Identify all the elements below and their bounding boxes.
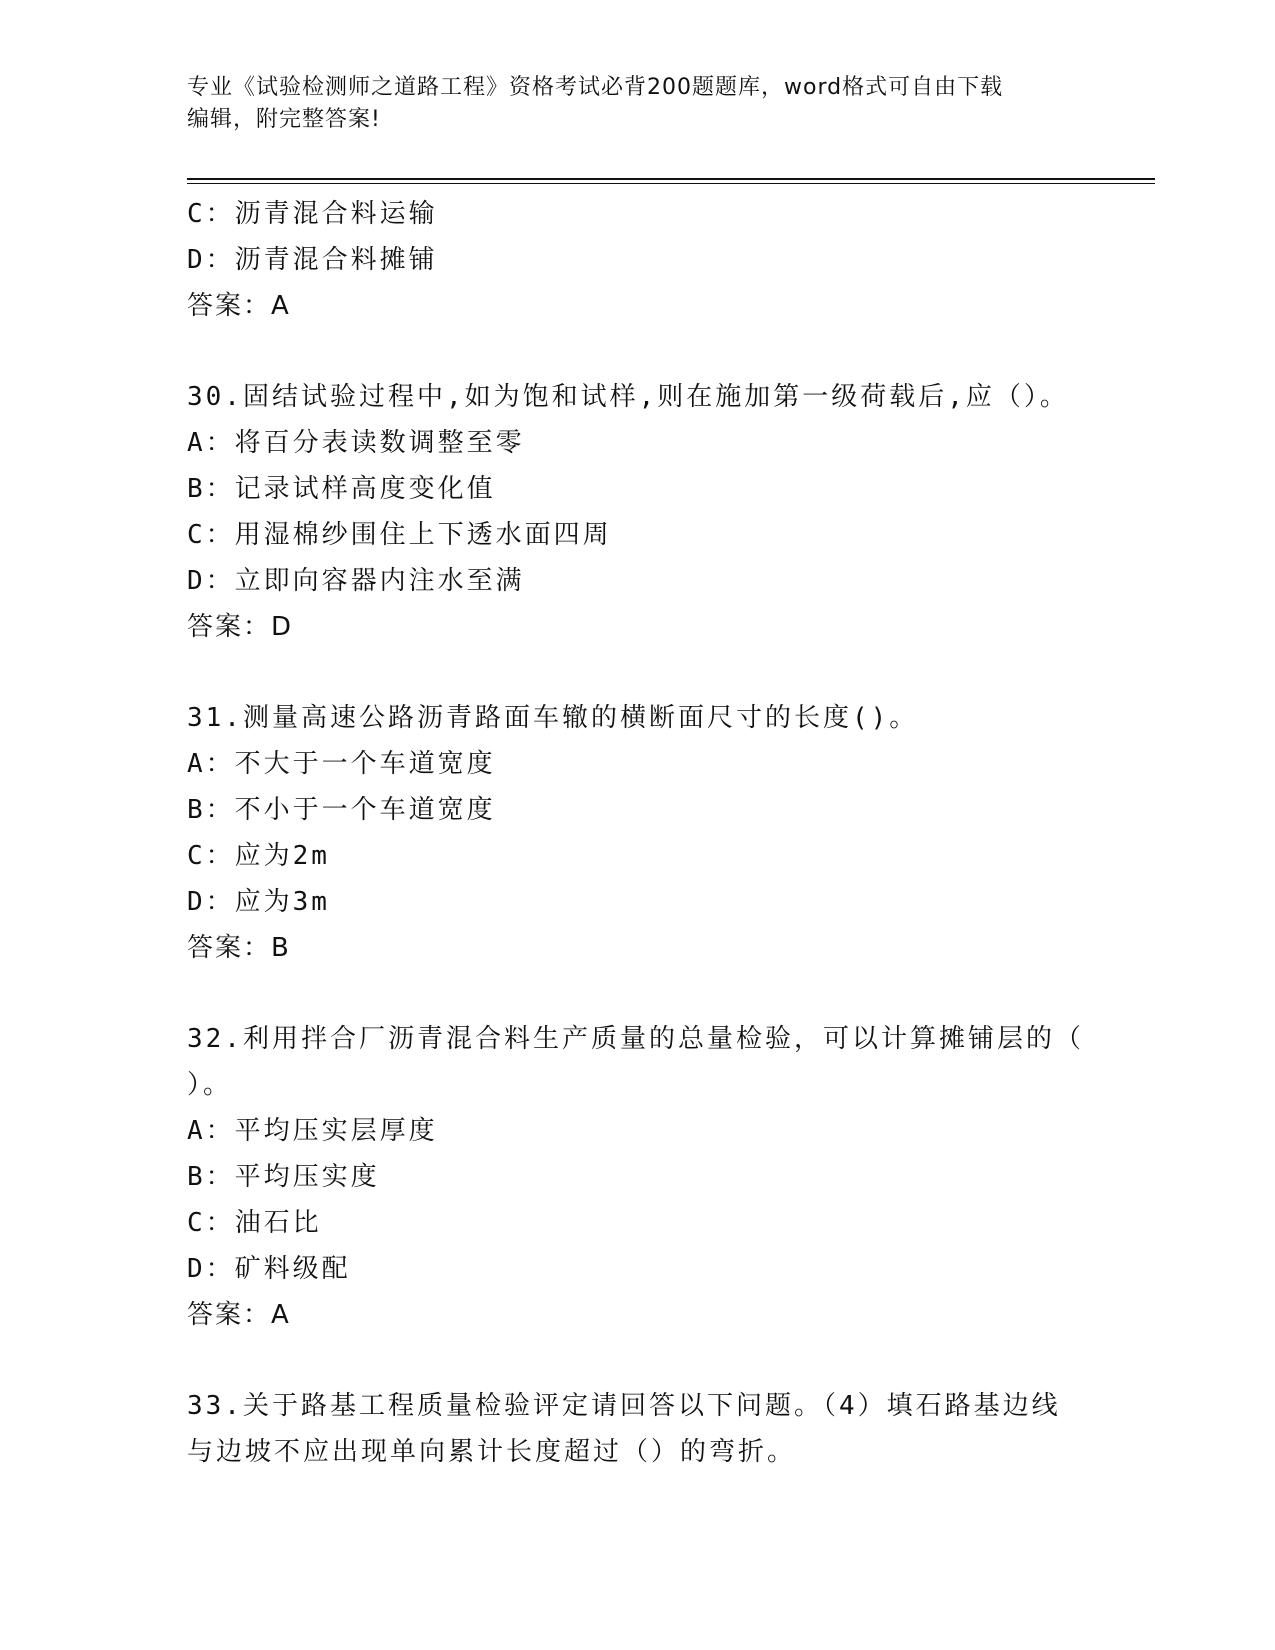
question-text: 31.测量高速公路沥青路面车辙的横断面尺寸的长度()。	[187, 703, 919, 733]
header-rule-thick	[187, 178, 1155, 180]
question-text-cont: ）。	[187, 1070, 233, 1100]
question-block-31	[187, 695, 1087, 971]
question-text: 33.关于路基工程质量检验评定请回答以下问题。（4）填石路基边线	[187, 1391, 1061, 1421]
question-block-32	[187, 1016, 1087, 1338]
option-d: D：矿料级配	[187, 1254, 351, 1284]
question-block-30	[187, 374, 1087, 650]
question-block-33	[187, 1383, 1087, 1475]
header-line-1: 专业《试验检测师之道路工程》资格考试必背200题题库，word格式可自由下载	[187, 75, 1004, 100]
option-d: D：立即向容器内注水至满	[187, 566, 525, 596]
header-line-2: 编辑，附完整答案!	[187, 107, 381, 132]
answer-line: 答案：A	[187, 291, 291, 321]
option-d: D：应为3m	[187, 887, 330, 917]
header-rule-thin	[187, 183, 1155, 184]
option-c: C：油石比	[187, 1208, 322, 1238]
question-text-cont: 与边坡不应出现单向累计长度超过（）的弯折。	[187, 1437, 797, 1467]
option-a: A：将百分表读数调整至零	[187, 428, 525, 458]
question-text: 30.固结试验过程中,如为饱和试样,则在施加第一级荷载后,应（）。	[187, 382, 1069, 412]
question-text: 32.利用拌合厂沥青混合料生产质量的总量检验，可以计算摊铺层的（	[187, 1024, 1084, 1054]
answer-line: 答案：D	[187, 612, 294, 642]
document-body	[187, 191, 1087, 1475]
option-b: B：记录试样高度变化值	[187, 474, 496, 504]
question-block-29-tail	[187, 191, 1087, 329]
option-b: B：不小于一个车道宽度	[187, 795, 496, 825]
option-c: C：沥青混合料运输	[187, 199, 438, 229]
answer-line: 答案：B	[187, 933, 291, 963]
option-c: C：应为2m	[187, 841, 330, 871]
option-a: A：不大于一个车道宽度	[187, 749, 496, 779]
option-c: C：用湿棉纱围住上下透水面四周	[187, 520, 612, 550]
answer-line: 答案：A	[187, 1300, 291, 1330]
page-header	[187, 72, 1067, 136]
option-b: B：平均压实度	[187, 1162, 380, 1192]
option-a: A：平均压实层厚度	[187, 1116, 438, 1146]
option-d: D：沥青混合料摊铺	[187, 245, 438, 275]
